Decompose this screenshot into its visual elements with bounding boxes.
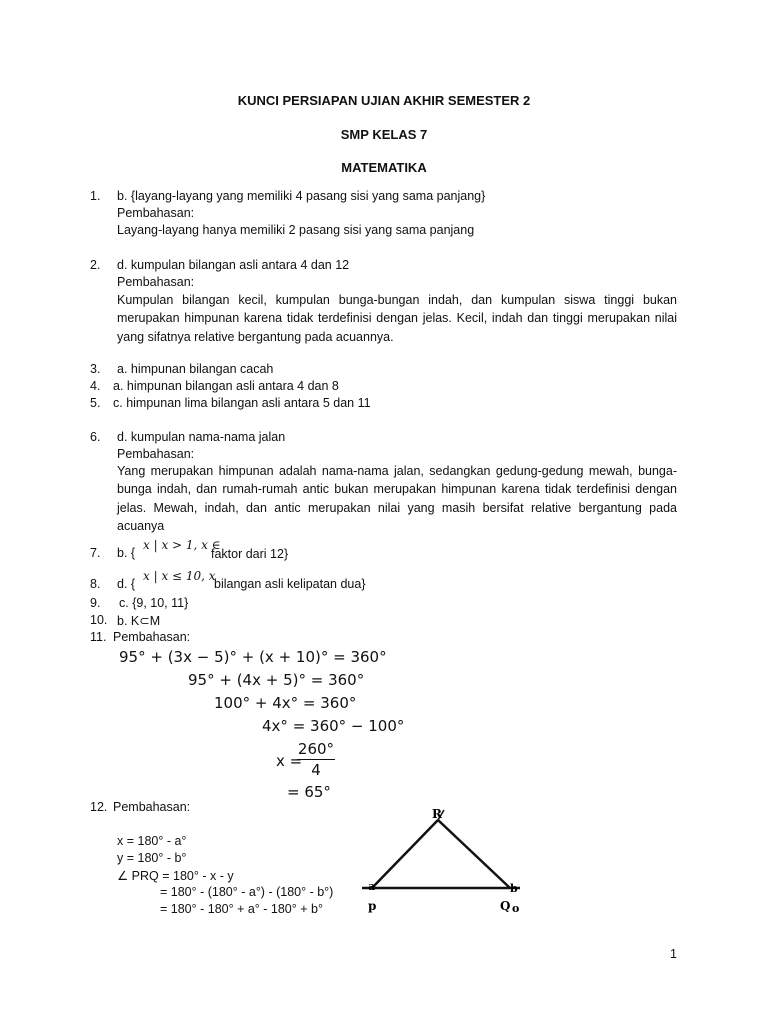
item-number: 3.: [90, 362, 101, 376]
item-answer: d. {: [117, 577, 136, 591]
equation-line: 95° + (4x + 5)° = 360°: [188, 671, 365, 689]
doc-title: KUNCI PERSIAPAN UJIAN AKHIR SEMESTER 2: [237, 93, 531, 108]
doc-class: SMP KELAS 7: [340, 127, 428, 142]
item-number: 12.: [90, 800, 108, 814]
item-answer: c. {9, 10, 11}: [119, 596, 189, 610]
item-label: Pembahasan:: [113, 630, 191, 644]
label-a: a: [368, 880, 376, 893]
triangle-side-pr: [372, 820, 438, 888]
equation-line: 95° + (3x − 5)° + (x + 10)° = 360°: [119, 648, 387, 666]
item-label: Pembahasan:: [117, 275, 195, 289]
item-number: 6.: [90, 430, 101, 444]
item-explanation: Layang-layang hanya memiliki 2 pasang sisi yang sama panjang: [117, 223, 475, 237]
item-answer: b. {: [117, 546, 136, 560]
item-answer: b. {layang-layang yang memiliki 4 pasang sisi yang sama panjang}: [117, 189, 486, 203]
equation-line: = 65°: [287, 783, 331, 801]
item-answer-rest: bilangan asli kelipatan dua}: [214, 577, 366, 591]
equation-line: 4x° = 360° − 100°: [262, 717, 405, 735]
derivation-line: ∠ PRQ = 180° - x - y: [117, 869, 234, 883]
derivation-line: = 180° - (180° - a°) - (180° - b°): [160, 885, 334, 899]
item-number: 10.: [90, 613, 108, 627]
item-number: 1.: [90, 189, 101, 203]
item-explanation: Kumpulan bilangan kecil, kumpulan bunga-bungan indah, dan kumpulan siswa tinggi bukan merupakan himpunan karena tidak terdefinisi dengan jelas. Kecil, indah dan tinggi merupakan nilai yang sifatnya relative bergantung pada acuannya.: [117, 293, 677, 344]
fraction-bar: [297, 759, 335, 760]
item-answer: b. K⊂M: [117, 614, 161, 628]
item-answer-rest: faktor dari 12}: [211, 547, 289, 561]
set-notation: x | x > 1, x ∈: [143, 538, 221, 552]
doc-subject: MATEMATIKA: [341, 160, 427, 175]
fraction: [297, 740, 335, 779]
triangle-figure: [360, 800, 530, 920]
set-notation: x | x ≤ 10, x: [143, 569, 216, 583]
label-p: p: [368, 899, 377, 913]
item-number: 11.: [90, 630, 107, 644]
equation-line: 100° + 4x° = 360°: [214, 694, 357, 712]
item-number: 4.: [90, 379, 101, 393]
label-q: Q: [500, 899, 511, 913]
derivation-line: x = 180° - a°: [117, 834, 187, 848]
page-number: 1: [670, 947, 677, 961]
derivation-line: = 180° - 180° + a° - 180° + b°: [160, 902, 323, 916]
item-answer: d. kumpulan nama-nama jalan: [117, 430, 286, 444]
item-answer: d. kumpulan bilangan asli antara 4 dan 12: [117, 258, 350, 272]
item-number: 9.: [90, 596, 101, 610]
label-o: o: [512, 902, 520, 915]
item-number: 8.: [90, 577, 101, 591]
item-answer: a. himpunan bilangan asli antara 4 dan 8: [113, 379, 339, 393]
fraction-numerator: 260°: [297, 740, 335, 758]
item-number: 7.: [90, 546, 101, 560]
item-number: 2.: [90, 258, 101, 272]
item-label: Pembahasan:: [117, 447, 195, 461]
item-answer: c. himpunan lima bilangan asli antara 5 dan 11: [113, 396, 371, 410]
item-explanation: Yang merupakan himpunan adalah nama-nama jalan, sedangkan gedung-gedung mewah, bunga-bunga indah, dan rumah-rumah antic bukan merupakan himpunan karena tidak terdefinisi dengan jelas. Mewah, indah, dan antic merupakan nilai yang masih bersifat relative bergantung pada acuanya: [117, 464, 677, 533]
label-r: R: [432, 807, 442, 821]
item-label: Pembahasan:: [117, 206, 195, 220]
triangle-side-qr: [438, 820, 510, 888]
derivation-line: y = 180° - b°: [117, 851, 187, 865]
equation-line: x =: [276, 752, 303, 770]
fraction-denominator: 4: [311, 761, 321, 779]
item-label: Pembahasan:: [113, 800, 191, 814]
item-answer: a. himpunan bilangan cacah: [117, 362, 274, 376]
item-number: 5.: [90, 396, 101, 410]
label-b: b: [510, 882, 518, 895]
